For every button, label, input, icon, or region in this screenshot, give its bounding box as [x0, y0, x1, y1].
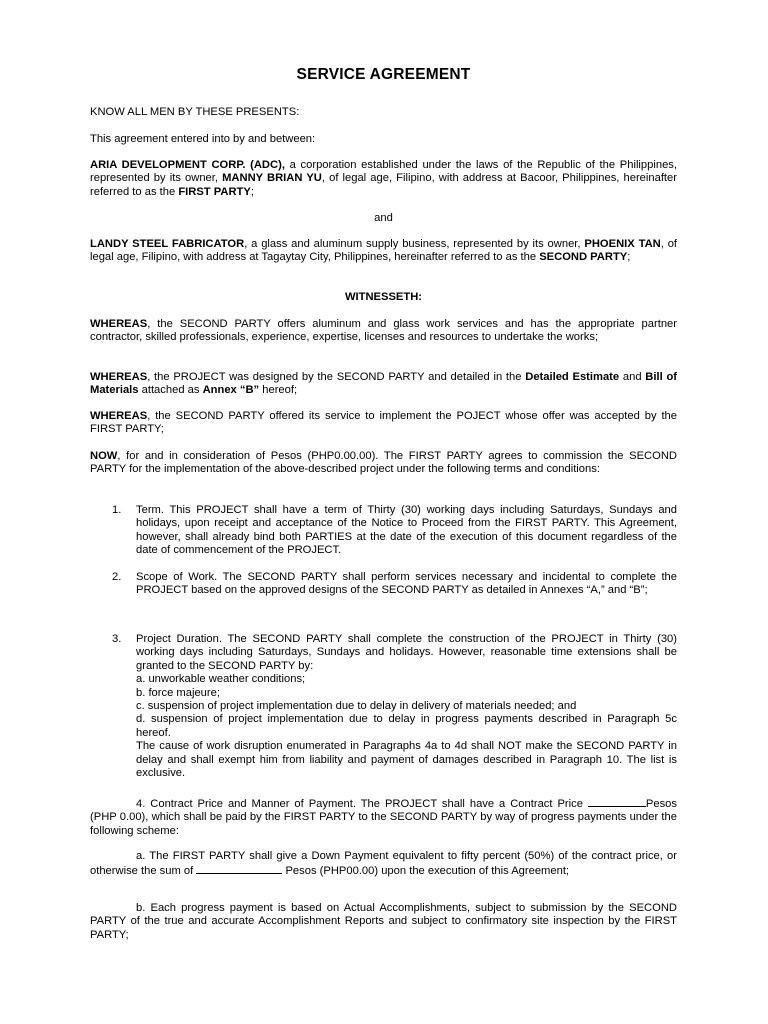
duration-item-b: b. force majeure;	[136, 686, 220, 699]
payment-a-text-2: Pesos (PHP00.00) upon the execution of this Agreement;	[282, 865, 570, 878]
payment-b-paragraph: b. Each progress payment is based on Actual Accomplishments, subject to submission by the SECOND PARTY of the true and accurate Accomplishment Reports and subject to confirmatory site inspection by the FIRST PARTY;	[90, 902, 677, 941]
first-party-name: ARIA DEVELOPMENT CORP. (ADC),	[90, 159, 285, 171]
duration-item-cause: The cause of work disruption enumerated in Paragraphs 4a to 4d shall NOT make the SECOND PARTY in delay and shall exempt him from liability and payment of damages described in Paragraph 10. The list is exclusive.	[136, 740, 677, 780]
scope-item	[90, 571, 677, 598]
annex-b: Annex “B”	[202, 384, 260, 397]
term-item-text: Term. This PROJECT shall have a term of Thirty (30) working days including Saturdays, Sundays and holidays, upon receipt and acceptance of the Notice to Proceed from the FIRST PARTY. This Agreement, however, shall already bind both PARTIES at the date of the execution of this document regardless of the date of commencement of the PROJECT.	[136, 504, 677, 557]
second-party-text-3: ;	[627, 251, 631, 264]
whereas-2-text-2: and	[619, 371, 646, 383]
whereas-3-text: , the SECOND PARTY offered its service to implement the POJECT whose offer was accepted by the FIRST PARTY;	[90, 410, 677, 436]
whereas-3-keyword: WHEREAS	[90, 410, 148, 422]
contract-price-text-1: 4. Contract Price and Manner of Payment. The PROJECT shall have a Contract Price	[136, 798, 588, 810]
whereas-3-paragraph	[90, 410, 677, 437]
whereas-1-text: , the SECOND PARTY offers aluminum and glass work services and has the appropriate partner contractor, skilled professionals, experience, expertise, licenses and resources to undertake the works;	[90, 318, 677, 344]
first-party-text-3: ;	[250, 185, 254, 198]
whereas-2-text-1: , the PROJECT was designed by the SECOND PARTY and detailed in the	[147, 371, 526, 383]
first-party-paragraph	[90, 159, 677, 199]
first-party-text-2: , of legal age, Filipino, with address at Bacoor, Philippines, hereinafter referred to as the	[90, 172, 677, 198]
know-all-line: KNOW ALL MEN BY THESE PRESENTS:	[90, 106, 300, 118]
now-paragraph	[90, 450, 677, 477]
entered-line: This agreement entered into by and between:	[90, 133, 316, 145]
contract-price-blank	[588, 796, 646, 807]
scope-item-number: 2.	[112, 571, 122, 583]
second-party-name: LANDY STEEL FABRICATOR	[90, 238, 245, 250]
duration-item-c: c. suspension of project implementation due to delay in delivery of materials needed; and	[136, 700, 577, 713]
now-text: , for and in consideration of Pesos (PHP0.00.00). The FIRST PARTY agrees to commission the SECOND PARTY for the implementation of the above-described project under the following terms and conditions:	[90, 450, 677, 476]
now-keyword: NOW	[90, 450, 118, 462]
duration-item-a: a. unworkable weather conditions;	[136, 673, 306, 686]
contract-price-paragraph	[90, 796, 677, 838]
second-party-paragraph	[90, 238, 677, 265]
second-party-text-2: , of legal age, Filipino, with address at Tagaytay City, Philippines, hereinafter referred to as the	[90, 238, 678, 264]
duration-item-number: 3.	[112, 633, 122, 645]
second-party-role: SECOND PARTY	[539, 251, 628, 264]
whereas-2-text-3: attached as	[138, 384, 203, 397]
term-item-number: 1.	[112, 504, 122, 516]
duration-item-d: d. suspension of project implementation due to delay in progress payments described in Paragraph 5c hereof.	[136, 713, 677, 739]
whereas-2-text-4: hereof;	[259, 384, 298, 397]
payment-a-text-1: a. The FIRST PARTY shall give a Down Payment equivalent to fifty percent (50%) of the contract price, or otherwise the sum of	[90, 850, 677, 878]
and-line: and	[374, 212, 393, 224]
duration-item-text: Project Duration. The SECOND PARTY shall complete the construction of the PROJECT in Thirty (30) working days including Saturdays, Sundays and holidays. However, reasonable time extensions shall be granted to the SECOND PARTY by:	[136, 633, 677, 672]
whereas-1-paragraph	[90, 318, 677, 345]
scope-item-text: Scope of Work. The SECOND PARTY shall perform services necessary and incidental to complete the PROJECT based on the approved designs of the SECOND PARTY as detailed in Annexes “A,” and “B”;	[136, 571, 677, 597]
whereas-1-keyword: WHEREAS	[90, 318, 148, 330]
whereas-2-paragraph	[90, 371, 677, 398]
first-party-role: FIRST PARTY	[178, 185, 251, 198]
first-party-owner: MANNY BRIAN YU	[222, 172, 322, 185]
contract-price-text-2: Pesos (PHP 0.00), which shall be paid by the FIRST PARTY to the SECOND PARTY by way of progress payments under the following scheme:	[90, 798, 677, 837]
payment-a-blank	[196, 863, 282, 874]
second-party-owner: PHOENIX TAN	[584, 238, 661, 250]
second-party-text-1: , a glass and aluminum supply business, represented by its owner,	[244, 238, 585, 250]
whereas-2-keyword: WHEREAS	[90, 371, 148, 383]
term-item	[90, 504, 677, 558]
bill-of-materials: Bill of Materials	[90, 371, 678, 397]
duration-item	[90, 633, 677, 780]
first-party-text-1: a corporation established under the laws of the Republic of the Philippines, represented by its owner,	[90, 159, 677, 185]
detailed-estimate: Detailed Estimate	[525, 371, 620, 383]
payment-a-paragraph	[90, 850, 677, 879]
witnesseth-heading: WITNESSETH:	[344, 291, 423, 303]
document-title: SERVICE AGREEMENT	[296, 66, 471, 83]
